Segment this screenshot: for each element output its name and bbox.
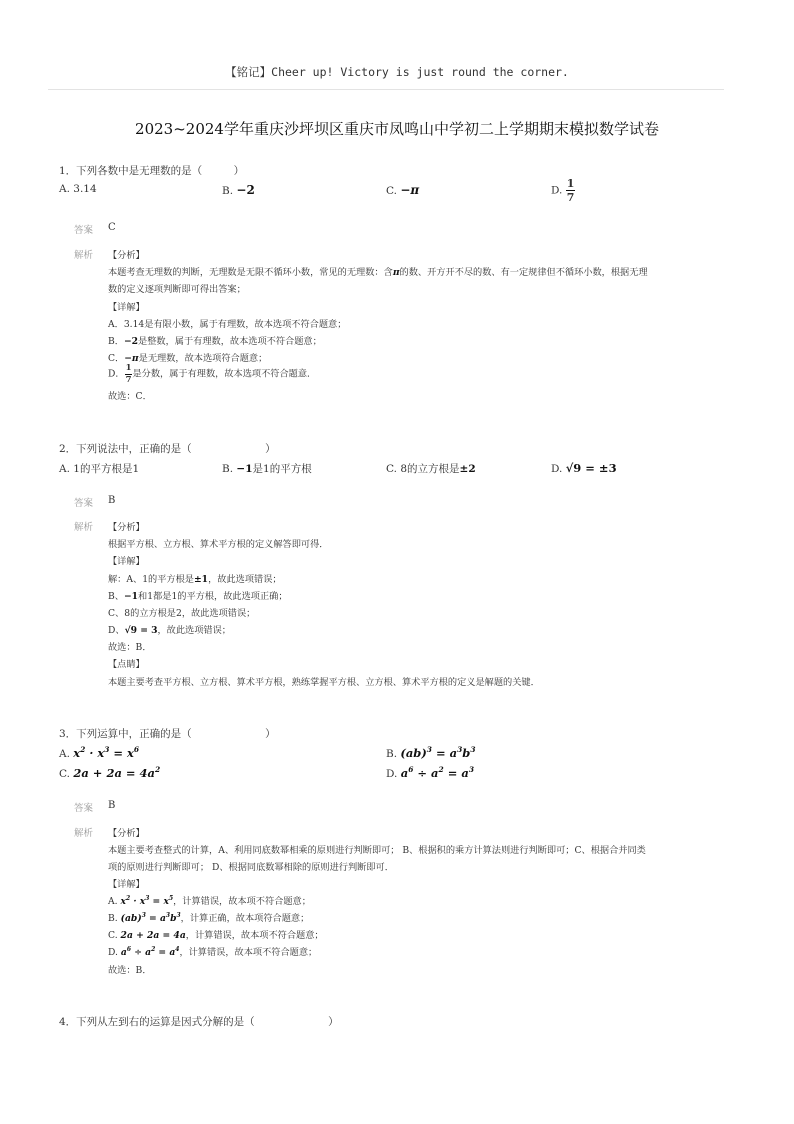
text: C． [108, 353, 125, 364]
motto-banner: 【铭记】Cheer up! Victory is just round the corner. [225, 65, 569, 79]
question-4-stem: 4．下列从左到右的运算是因式分解的是（ ） [59, 1016, 339, 1028]
analysis-label: 解析 [74, 250, 94, 261]
comment-line: 本题主要考查平方根、立方根、算术平方根，熟练掌握平方根、立方根、算术平方根的定义是解题的关键． [108, 677, 540, 688]
option-label: B. [222, 185, 234, 197]
math-expression: −π [400, 183, 420, 197]
q3-option-d [386, 765, 474, 780]
text: B． [108, 336, 124, 347]
detail-line: A．3.14是有限小数，属于有理数，故本选项不符合题意； [108, 319, 347, 330]
text: C. [108, 930, 118, 941]
math-expression: ±1 [193, 574, 209, 585]
option-text: C. 8的立方根是 [386, 463, 460, 475]
option-label: A. [59, 183, 70, 195]
q2-option-d [551, 461, 617, 475]
detail-heading: 【详解】 [108, 302, 145, 313]
analysis-line: 本题主要考查整式的计算，A、利用同底数幂相乘的原则进行判断即可； B、根据积的乘方计算法则进行判断即可；C、根据合并同类 [108, 845, 646, 856]
text: ，计算错误，故本项不符合题意； [173, 896, 311, 907]
analysis-heading: 【分析】 [108, 250, 145, 261]
text: ，故此选项错误； [208, 574, 282, 585]
detail-heading: 【详解】 [108, 556, 145, 567]
q1-option-c [386, 183, 419, 197]
numerator: 1 [566, 177, 575, 190]
detail-line: 故选：C． [108, 391, 152, 402]
detail-line [108, 944, 317, 958]
text: 解：A、1的平方根是 [108, 574, 194, 585]
math-expression: $x^2 \cdot x^3 = x^5$ [120, 894, 174, 907]
q2-option-c [386, 461, 476, 476]
math-expression: −1 [236, 463, 253, 475]
detail-line: 故选：B． [108, 965, 152, 976]
detail-line: 故选：B． [108, 642, 152, 653]
option-label: C. [59, 767, 70, 780]
math-expression: √9 = 3 [124, 625, 158, 636]
math-expression: $x^2 \cdot x^3 = x^6$ [73, 745, 140, 760]
text: ，计算错误，故本项不符合题意； [185, 930, 324, 941]
text: 是分数，属于有理数，故本选项不符合题意． [132, 368, 317, 380]
q1-answer: C [108, 222, 116, 233]
text: ，计算正确，故本项符合题意； [180, 913, 310, 924]
option-label: D. [551, 184, 563, 197]
detail-line [108, 893, 311, 907]
question-2-stem: 2．下列说法中，正确的是（ ） [59, 443, 276, 455]
text: 本题考查无理数的判断，无理数是无限不循环小数，常见的无理数：含 [108, 267, 393, 278]
analysis-line: 项的原则进行判断即可； D、根据同底数幂相除的原则进行判断即可． [108, 862, 394, 873]
math-expression: $2a + 2a = 4a^2$ [73, 765, 161, 780]
page-title: 2023~2024学年重庆沙坪坝区重庆市凤鸣山中学初二上学期期末模拟数学试卷 [135, 120, 659, 138]
text: 和1都是1的平方根，故此选项正确； [138, 591, 288, 602]
analysis-heading: 【分析】 [108, 828, 145, 839]
math-expression: π [392, 267, 400, 278]
option-label: D. [551, 463, 563, 475]
option-label: B. [222, 463, 234, 475]
analysis-label: 解析 [74, 828, 94, 839]
math-expression: −π [124, 353, 139, 364]
math-expression: $(ab)^3 = a^3b^3$ [400, 745, 476, 760]
math-expression: −1 [123, 591, 139, 602]
question-1-stem: 1．下列各数中是无理数的是（ ） [59, 165, 245, 177]
fraction [566, 178, 576, 203]
detail-line [108, 910, 309, 924]
q3-option-b [386, 745, 476, 760]
answer-label: 答案 [74, 225, 94, 236]
q3-option-c [59, 765, 160, 780]
detail-line [108, 588, 288, 602]
analysis-line [108, 264, 648, 278]
text: D． [108, 368, 125, 380]
header-divider [48, 89, 724, 90]
option-label: D. [386, 767, 398, 780]
math-expression: −2 [123, 336, 139, 347]
option-text: 3.14 [73, 183, 97, 195]
math-expression: √9 = ±3 [565, 461, 617, 475]
option-label: C. [386, 185, 397, 197]
answer-label: 答案 [74, 803, 94, 814]
detail-line [108, 571, 282, 585]
detail-line [108, 350, 267, 364]
numerator: 1 [125, 363, 132, 373]
q1-option-b [222, 183, 255, 197]
math-expression: 2a + 2a = 4a [120, 930, 186, 941]
analysis-line: 数的定义逐项判断即可得出答案； [108, 284, 246, 295]
text: 的数、开方开不尽的数、有一定规律但不循环小数，根据无理 [399, 267, 648, 278]
text: D. [108, 947, 118, 958]
analysis-heading: 【分析】 [108, 522, 145, 533]
q2-answer: B [108, 495, 116, 506]
analysis-label: 解析 [74, 522, 94, 533]
text: ，故此选项错误； [157, 625, 231, 636]
q1-option-a [59, 183, 97, 195]
text: B、 [108, 591, 124, 602]
text: A. [108, 896, 118, 907]
text: 是无理数，故本选项符合题意； [138, 353, 268, 364]
denominator: 7 [566, 191, 575, 204]
text: D、 [108, 625, 125, 636]
denominator: 7 [125, 374, 132, 385]
detail-heading: 【详解】 [108, 879, 145, 890]
option-label: B. [386, 747, 398, 760]
option-text: 是1的平方根 [252, 463, 312, 475]
math-expression: ±2 [459, 463, 476, 475]
q1-option-d [551, 178, 575, 203]
math-expression: $a^6 \div a^2 = a^4$ [120, 945, 180, 958]
q2-option-b [222, 461, 312, 476]
comment-heading: 【点睛】 [108, 659, 145, 670]
math-expression: −2 [236, 183, 255, 197]
detail-line: C、8的立方根是2，故此选项错误； [108, 608, 256, 619]
detail-line [108, 622, 231, 636]
option-label: A. [59, 747, 70, 760]
answer-label: 答案 [74, 498, 94, 509]
detail-line [108, 364, 316, 384]
math-expression: $(ab)^3 = a^3b^3$ [120, 911, 181, 924]
detail-line [108, 333, 322, 347]
text: B. [108, 913, 118, 924]
text: 是整数，属于有理数，故本选项不符合题意； [138, 336, 322, 347]
text: ，计算错误，故本项不符合题意； [179, 947, 318, 958]
analysis-line: 根据平方根、立方根、算术平方根的定义解答即可得． [108, 539, 329, 550]
detail-line [108, 927, 324, 941]
q3-option-a [59, 745, 139, 760]
question-3-stem: 3．下列运算中，正确的是（ ） [59, 728, 276, 740]
q3-answer: B [108, 800, 116, 811]
q2-option-a: A. 1的平方根是1 [59, 463, 140, 475]
math-expression: $a^6 \div a^2 = a^3$ [400, 765, 475, 780]
